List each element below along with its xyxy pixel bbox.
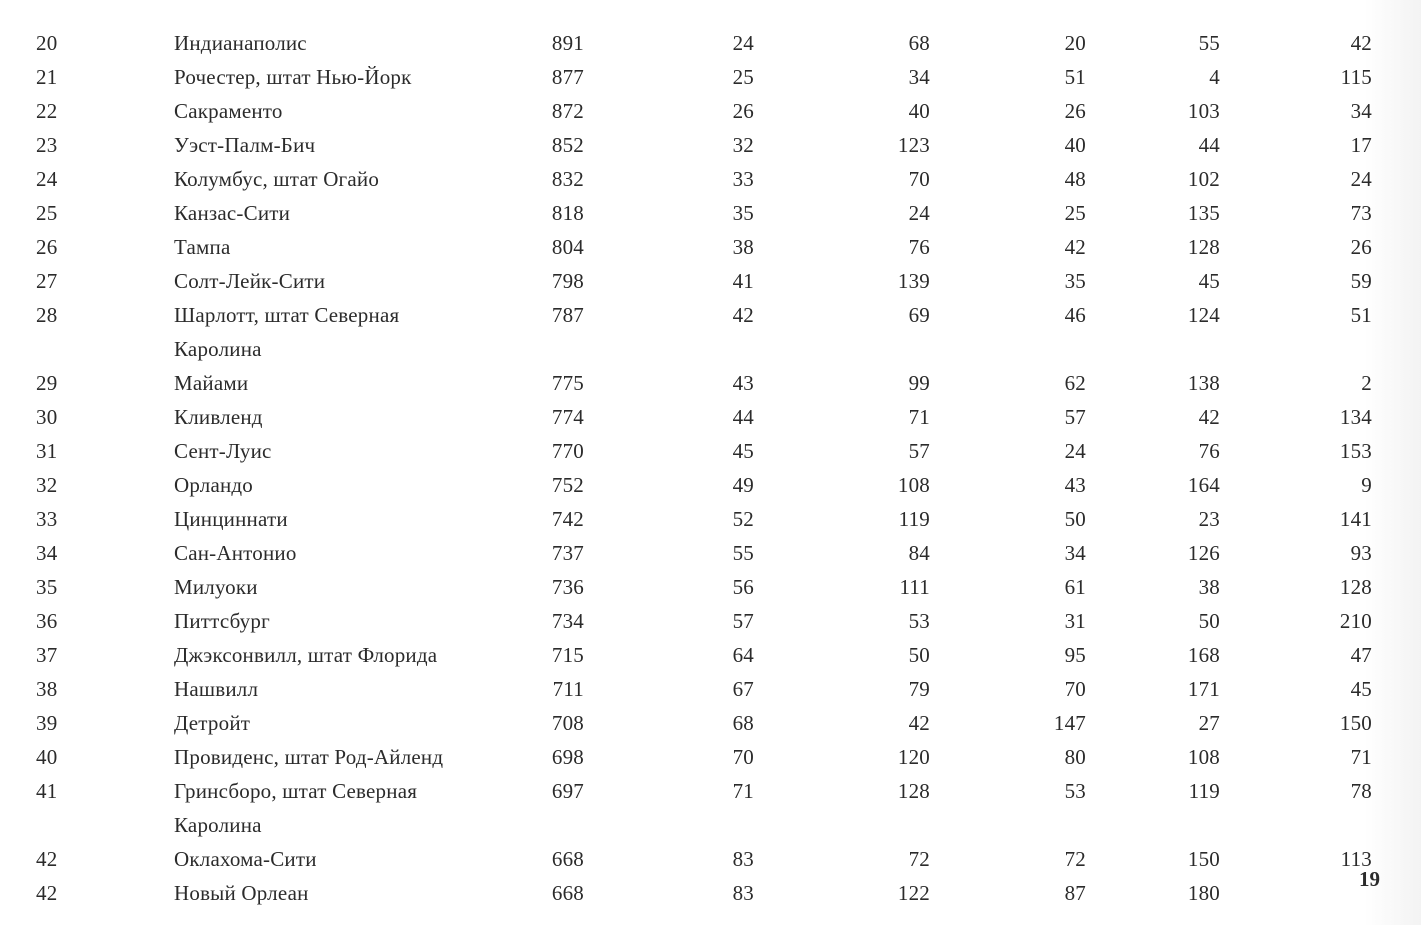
value-cell-5: 126 bbox=[1187, 541, 1220, 565]
city-cell: Майами bbox=[174, 371, 249, 395]
value-cell-6: 47 bbox=[1350, 643, 1372, 667]
page-number: 19 bbox=[1359, 867, 1380, 891]
city-cell: Индианаполис bbox=[174, 31, 307, 55]
value-cell-2: 32 bbox=[732, 133, 754, 157]
table-row bbox=[0, 634, 1421, 668]
value-cell-4: 147 bbox=[1053, 711, 1086, 735]
value-cell-6: 115 bbox=[1340, 65, 1372, 89]
value-cell-3: 139 bbox=[897, 269, 930, 293]
value-cell-2: 24 bbox=[732, 31, 754, 55]
rank-cell: 31 bbox=[36, 439, 58, 463]
value-cell-2: 56 bbox=[732, 575, 754, 599]
table-row bbox=[0, 90, 1421, 124]
value-cell-3: 50 bbox=[908, 643, 930, 667]
rank-cell: 25 bbox=[36, 201, 58, 225]
value-cell-1: 752 bbox=[551, 473, 584, 497]
rank-cell: 21 bbox=[36, 65, 58, 89]
city-cell: Оклахома-Сити bbox=[174, 847, 317, 871]
table-row bbox=[0, 498, 1421, 532]
value-cell-1: 787 bbox=[551, 303, 584, 327]
value-cell-6: 26 bbox=[1350, 235, 1372, 259]
rank-cell: 28 bbox=[36, 303, 58, 327]
value-cell-2: 45 bbox=[732, 439, 754, 463]
value-cell-3: 68 bbox=[908, 31, 930, 55]
value-cell-3: 69 bbox=[908, 303, 930, 327]
value-cell-2: 42 bbox=[732, 303, 754, 327]
value-cell-4: 53 bbox=[1064, 779, 1086, 803]
value-cell-5: 45 bbox=[1198, 269, 1220, 293]
value-cell-2: 71 bbox=[732, 779, 754, 803]
value-cell-2: 44 bbox=[732, 405, 754, 429]
value-cell-3: 111 bbox=[899, 575, 930, 599]
rank-cell: 42 bbox=[36, 881, 58, 905]
value-cell-6: 93 bbox=[1350, 541, 1372, 565]
value-cell-6: 134 bbox=[1339, 405, 1372, 429]
city-cell: Новый Орлеан bbox=[174, 881, 309, 905]
value-cell-1: 818 bbox=[551, 201, 584, 225]
value-cell-4: 87 bbox=[1064, 881, 1086, 905]
value-cell-1: 711 bbox=[552, 677, 584, 701]
rank-cell: 35 bbox=[36, 575, 58, 599]
value-cell-4: 26 bbox=[1064, 99, 1086, 123]
value-cell-2: 68 bbox=[732, 711, 754, 735]
value-cell-2: 70 bbox=[732, 745, 754, 769]
city-cell: Нашвилл bbox=[174, 677, 259, 701]
value-cell-3: 108 bbox=[897, 473, 930, 497]
value-cell-4: 25 bbox=[1064, 201, 1086, 225]
city-cell: Сан-Антонио bbox=[174, 541, 297, 565]
value-cell-3: 71 bbox=[908, 405, 930, 429]
city-cell: Кливленд bbox=[174, 405, 263, 429]
value-cell-3: 40 bbox=[908, 99, 930, 123]
value-cell-1: 698 bbox=[551, 745, 584, 769]
rank-cell: 42 bbox=[36, 847, 58, 871]
value-cell-3: 57 bbox=[908, 439, 930, 463]
city-ranking-table bbox=[0, 22, 1421, 906]
value-cell-5: 180 bbox=[1187, 881, 1220, 905]
value-cell-6: 141 bbox=[1339, 507, 1372, 531]
value-cell-1: 775 bbox=[551, 371, 584, 395]
value-cell-4: 50 bbox=[1064, 507, 1086, 531]
value-cell-1: 770 bbox=[551, 439, 584, 463]
city-cell: Сент-Луис bbox=[174, 439, 272, 463]
table-row bbox=[0, 158, 1421, 192]
value-cell-3: 42 bbox=[908, 711, 930, 735]
value-cell-2: 57 bbox=[732, 609, 754, 633]
value-cell-6: 71 bbox=[1350, 745, 1372, 769]
value-cell-4: 57 bbox=[1064, 405, 1086, 429]
table-row bbox=[0, 770, 1421, 838]
value-cell-5: 164 bbox=[1187, 473, 1220, 497]
value-cell-1: 872 bbox=[551, 99, 584, 123]
city-cell: Милуоки bbox=[174, 575, 258, 599]
value-cell-2: 55 bbox=[732, 541, 754, 565]
value-cell-2: 52 bbox=[732, 507, 754, 531]
value-cell-4: 40 bbox=[1064, 133, 1086, 157]
value-cell-2: 43 bbox=[732, 371, 754, 395]
rank-cell: 22 bbox=[36, 99, 58, 123]
city-cell: Тампа bbox=[174, 235, 231, 259]
value-cell-6: 113 bbox=[1340, 847, 1372, 871]
value-cell-2: 25 bbox=[732, 65, 754, 89]
value-cell-5: 50 bbox=[1198, 609, 1220, 633]
rank-cell: 40 bbox=[36, 745, 58, 769]
value-cell-1: 877 bbox=[551, 65, 584, 89]
value-cell-3: 128 bbox=[897, 779, 930, 803]
value-cell-6: 78 bbox=[1350, 779, 1372, 803]
value-cell-5: 23 bbox=[1198, 507, 1220, 531]
value-cell-5: 76 bbox=[1198, 439, 1220, 463]
city-cell: Питтсбург bbox=[174, 609, 270, 633]
value-cell-5: 27 bbox=[1198, 711, 1220, 735]
value-cell-4: 35 bbox=[1064, 269, 1086, 293]
city-cell: Рочестер, штат Нью-Йорк bbox=[174, 65, 412, 89]
value-cell-5: 138 bbox=[1187, 371, 1220, 395]
value-cell-1: 891 bbox=[551, 31, 584, 55]
value-cell-6: 42 bbox=[1350, 31, 1372, 55]
value-cell-3: 34 bbox=[908, 65, 930, 89]
table-row bbox=[0, 532, 1421, 566]
rank-cell: 24 bbox=[36, 167, 58, 191]
rank-cell: 29 bbox=[36, 371, 58, 395]
table-row bbox=[0, 464, 1421, 498]
city-cell: Джэксонвилл, штат Флорида bbox=[174, 643, 438, 667]
city-cell: Шарлотт, штат Северная Каролина bbox=[174, 303, 400, 361]
city-cell: Сакраменто bbox=[174, 99, 283, 123]
value-cell-1: 668 bbox=[551, 881, 584, 905]
rank-cell: 23 bbox=[36, 133, 58, 157]
value-cell-5: 103 bbox=[1187, 99, 1220, 123]
value-cell-2: 83 bbox=[732, 847, 754, 871]
value-cell-1: 697 bbox=[551, 779, 584, 803]
rank-cell: 36 bbox=[36, 609, 58, 633]
table-row bbox=[0, 668, 1421, 702]
rank-cell: 33 bbox=[36, 507, 58, 531]
table-row bbox=[0, 600, 1421, 634]
table-row bbox=[0, 260, 1421, 294]
value-cell-1: 708 bbox=[551, 711, 584, 735]
city-cell: Уэст-Палм-Бич bbox=[174, 133, 316, 157]
rank-cell: 20 bbox=[36, 31, 58, 55]
table-row bbox=[0, 124, 1421, 158]
rank-cell: 39 bbox=[36, 711, 58, 735]
value-cell-5: 44 bbox=[1198, 133, 1220, 157]
value-cell-1: 774 bbox=[551, 405, 584, 429]
value-cell-2: 38 bbox=[732, 235, 754, 259]
value-cell-4: 61 bbox=[1064, 575, 1086, 599]
value-cell-4: 48 bbox=[1064, 167, 1086, 191]
value-cell-1: 668 bbox=[551, 847, 584, 871]
table-row bbox=[0, 22, 1421, 56]
value-cell-6: 150 bbox=[1339, 711, 1372, 735]
value-cell-1: 736 bbox=[551, 575, 584, 599]
value-cell-6: 210 bbox=[1339, 609, 1372, 633]
value-cell-4: 43 bbox=[1064, 473, 1086, 497]
table-row bbox=[0, 294, 1421, 362]
value-cell-1: 832 bbox=[551, 167, 584, 191]
value-cell-5: 171 bbox=[1187, 677, 1220, 701]
value-cell-1: 852 bbox=[551, 133, 584, 157]
value-cell-3: 123 bbox=[897, 133, 930, 157]
value-cell-6: 17 bbox=[1350, 133, 1372, 157]
value-cell-3: 84 bbox=[908, 541, 930, 565]
rank-cell: 30 bbox=[36, 405, 58, 429]
value-cell-5: 38 bbox=[1198, 575, 1220, 599]
value-cell-3: 76 bbox=[908, 235, 930, 259]
rank-cell: 38 bbox=[36, 677, 58, 701]
value-cell-1: 737 bbox=[551, 541, 584, 565]
value-cell-6: 59 bbox=[1350, 269, 1372, 293]
value-cell-4: 24 bbox=[1064, 439, 1086, 463]
table-row bbox=[0, 192, 1421, 226]
rank-cell: 37 bbox=[36, 643, 58, 667]
value-cell-5: 128 bbox=[1187, 235, 1220, 259]
value-cell-3: 53 bbox=[908, 609, 930, 633]
value-cell-2: 33 bbox=[732, 167, 754, 191]
value-cell-1: 798 bbox=[551, 269, 584, 293]
value-cell-4: 34 bbox=[1064, 541, 1086, 565]
value-cell-4: 72 bbox=[1064, 847, 1086, 871]
rank-cell: 27 bbox=[36, 269, 58, 293]
value-cell-3: 99 bbox=[908, 371, 930, 395]
table-row bbox=[0, 566, 1421, 600]
value-cell-4: 20 bbox=[1064, 31, 1086, 55]
city-cell: Канзас-Сити bbox=[174, 201, 291, 225]
city-cell: Цинциннати bbox=[174, 507, 288, 531]
rank-cell: 34 bbox=[36, 541, 58, 565]
city-cell: Провиденс, штат Род-Айленд bbox=[174, 745, 444, 769]
value-cell-5: 55 bbox=[1198, 31, 1220, 55]
city-cell: Гринсборо, штат Северная Каролина bbox=[174, 779, 418, 837]
value-cell-3: 79 bbox=[908, 677, 930, 701]
value-cell-5: 42 bbox=[1198, 405, 1220, 429]
table-row bbox=[0, 736, 1421, 770]
table-row bbox=[0, 702, 1421, 736]
value-cell-1: 734 bbox=[551, 609, 584, 633]
value-cell-1: 804 bbox=[551, 235, 584, 259]
city-cell: Детройт bbox=[174, 711, 251, 735]
value-cell-5: 150 bbox=[1187, 847, 1220, 871]
table-row bbox=[0, 396, 1421, 430]
value-cell-2: 83 bbox=[732, 881, 754, 905]
value-cell-4: 62 bbox=[1064, 371, 1086, 395]
value-cell-5: 124 bbox=[1187, 303, 1220, 327]
value-cell-3: 24 bbox=[908, 201, 930, 225]
value-cell-5: 135 bbox=[1187, 201, 1220, 225]
value-cell-5: 168 bbox=[1187, 643, 1220, 667]
value-cell-6: 34 bbox=[1350, 99, 1372, 123]
value-cell-6: 24 bbox=[1350, 167, 1372, 191]
value-cell-5: 4 bbox=[1209, 65, 1220, 89]
value-cell-3: 70 bbox=[908, 167, 930, 191]
value-cell-2: 67 bbox=[732, 677, 754, 701]
value-cell-2: 41 bbox=[732, 269, 754, 293]
value-cell-3: 72 bbox=[908, 847, 930, 871]
city-cell: Колумбус, штат Огайо bbox=[174, 167, 380, 191]
table-row bbox=[0, 56, 1421, 90]
value-cell-1: 742 bbox=[551, 507, 584, 531]
value-cell-4: 42 bbox=[1064, 235, 1086, 259]
table-row bbox=[0, 838, 1421, 872]
value-cell-6: 45 bbox=[1350, 677, 1372, 701]
value-cell-2: 26 bbox=[732, 99, 754, 123]
value-cell-4: 95 bbox=[1064, 643, 1086, 667]
rank-cell: 32 bbox=[36, 473, 58, 497]
value-cell-5: 119 bbox=[1188, 779, 1220, 803]
value-cell-5: 102 bbox=[1187, 167, 1220, 191]
value-cell-6: 2 bbox=[1361, 371, 1372, 395]
value-cell-4: 31 bbox=[1064, 609, 1086, 633]
table-row bbox=[0, 226, 1421, 260]
value-cell-5: 108 bbox=[1187, 745, 1220, 769]
rank-cell: 26 bbox=[36, 235, 58, 259]
value-cell-6: 73 bbox=[1350, 201, 1372, 225]
city-cell: Орландо bbox=[174, 473, 254, 497]
value-cell-4: 51 bbox=[1064, 65, 1086, 89]
value-cell-1: 715 bbox=[551, 643, 584, 667]
city-cell: Солт-Лейк-Сити bbox=[174, 269, 326, 293]
value-cell-2: 64 bbox=[732, 643, 754, 667]
value-cell-2: 35 bbox=[732, 201, 754, 225]
value-cell-3: 120 bbox=[897, 745, 930, 769]
table-row bbox=[0, 430, 1421, 464]
table-row bbox=[0, 362, 1421, 396]
value-cell-6: 9 bbox=[1361, 473, 1372, 497]
value-cell-6: 128 bbox=[1339, 575, 1372, 599]
value-cell-3: 119 bbox=[898, 507, 930, 531]
value-cell-2: 49 bbox=[732, 473, 754, 497]
value-cell-6: 51 bbox=[1350, 303, 1372, 327]
rank-cell: 41 bbox=[36, 779, 58, 803]
value-cell-6: 153 bbox=[1339, 439, 1372, 463]
table-row bbox=[0, 872, 1421, 906]
value-cell-3: 122 bbox=[897, 881, 930, 905]
value-cell-4: 80 bbox=[1064, 745, 1086, 769]
value-cell-4: 70 bbox=[1064, 677, 1086, 701]
value-cell-4: 46 bbox=[1064, 303, 1086, 327]
